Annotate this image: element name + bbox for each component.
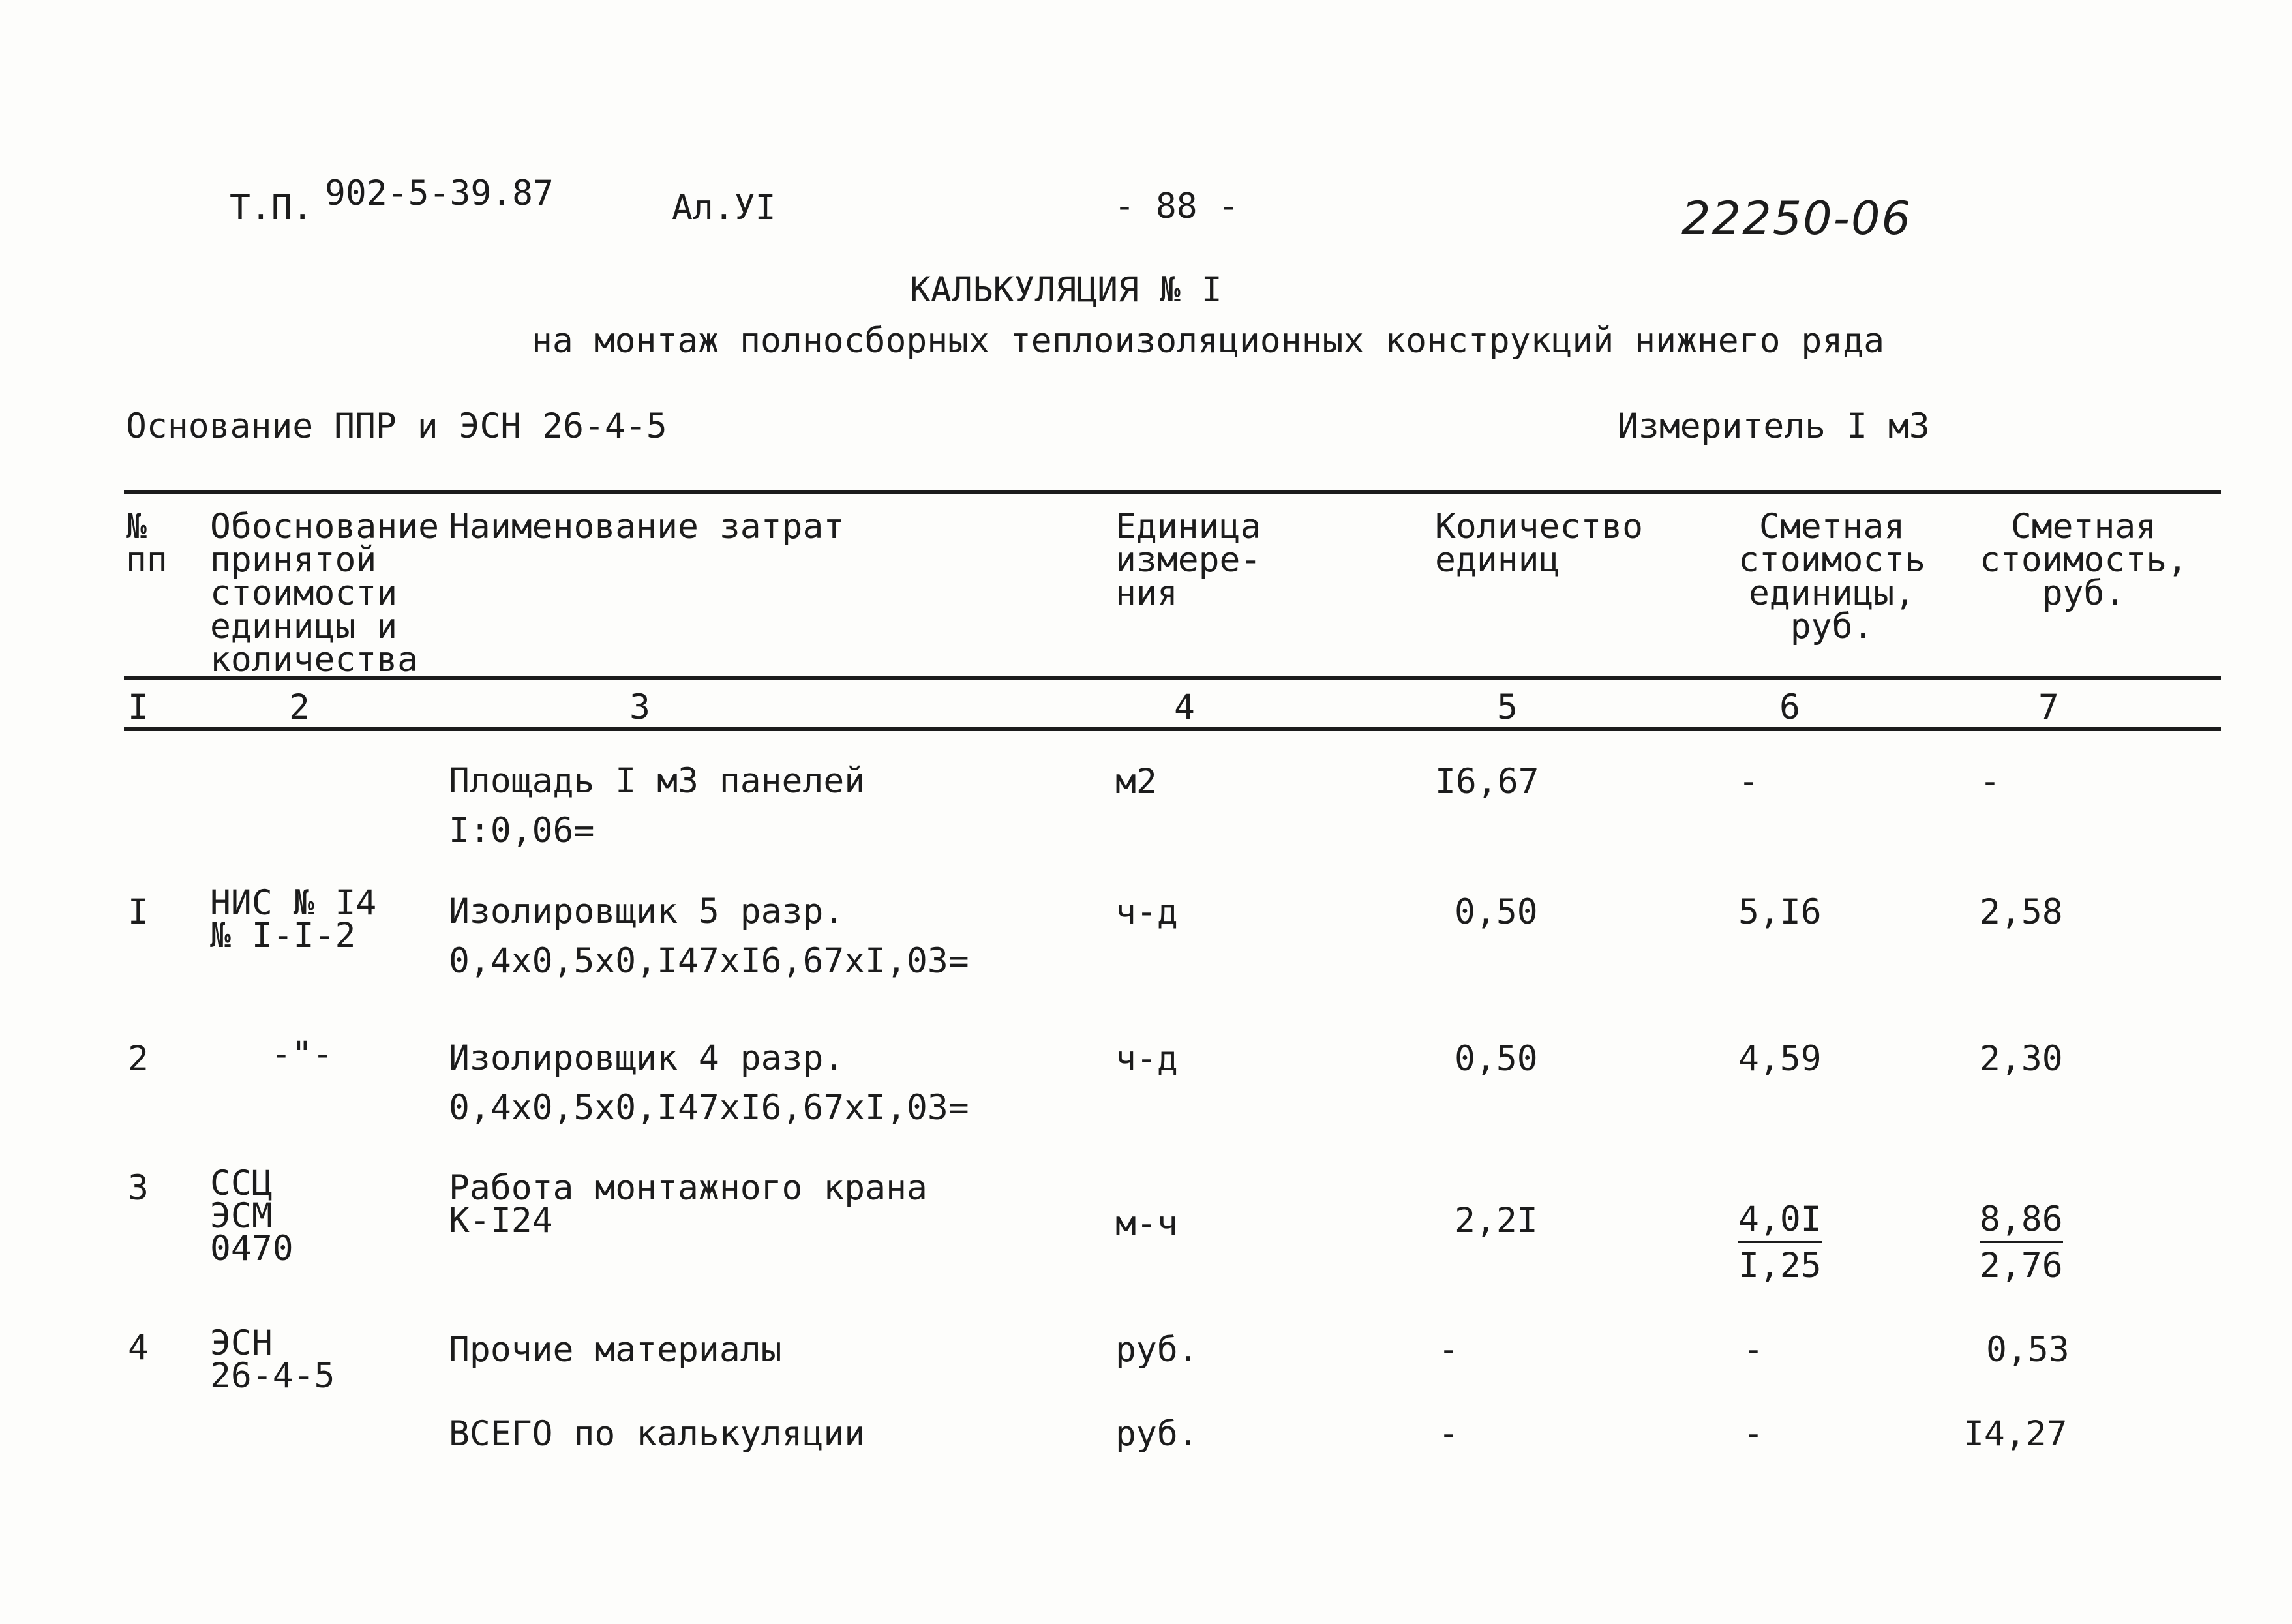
fraction-numerator: 8,86 — [1980, 1202, 2063, 1243]
row-quantity: - — [1438, 1330, 1459, 1370]
header-line: единиц — [1435, 540, 1560, 580]
header-col-2 — [210, 507, 439, 680]
row-quantity: I6,67 — [1435, 762, 1539, 802]
basis-line: НИС № I4 — [210, 883, 377, 923]
calculation-heading: КАЛЬКУЛЯЦИЯ № I — [910, 270, 1222, 310]
name-line: Площадь I м3 панелей — [449, 761, 866, 801]
basis-line: № I-I-2 — [210, 916, 356, 955]
row-unit-cost: - — [1743, 1330, 1764, 1370]
header-line: ния — [1115, 573, 1178, 613]
basis-text: Основание ППР и ЭСН 26-4-5 — [126, 406, 667, 446]
basis-line: 0470 — [210, 1229, 294, 1269]
header-bottom-rule — [124, 676, 2221, 680]
row-unit: руб. — [1115, 1414, 1199, 1454]
row-name: ВСЕГО по калькуляции — [449, 1414, 866, 1454]
column-number: I — [128, 687, 149, 727]
row-name — [449, 757, 865, 856]
row-name — [449, 1168, 927, 1241]
basis-line: ЭСН — [210, 1323, 273, 1363]
header-col-1 — [126, 507, 168, 580]
name-line: 0,4x0,5x0,I47xI6,67xI,03= — [449, 1088, 969, 1128]
fraction-denominator: 2,76 — [1980, 1246, 2063, 1286]
row-name — [449, 887, 969, 986]
fraction-denominator: I,25 — [1738, 1246, 1822, 1286]
header-col-7 — [1980, 507, 2188, 613]
column-number: 6 — [1779, 687, 1800, 727]
tp-number: 902-5-39.87 — [325, 173, 554, 213]
header-col-4 — [1115, 507, 1261, 613]
row-quantity: 2,2I — [1455, 1201, 1538, 1241]
row-unit-cost: 5,I6 — [1738, 892, 1822, 932]
column-number: 7 — [2038, 687, 2059, 727]
header-line: Сметная — [2010, 507, 2157, 547]
header-line: количества — [210, 640, 419, 680]
header-line: измере- — [1115, 540, 1261, 580]
row-quantity: 0,50 — [1455, 892, 1538, 932]
basis-line: ЭСМ — [210, 1196, 273, 1236]
row-basis — [210, 1323, 335, 1396]
row-total: I4,27 — [1963, 1414, 2068, 1454]
header-line: стоимость — [1738, 540, 1926, 580]
name-line: Работа монтажного крана — [449, 1168, 927, 1208]
calculation-subtitle: на монтаж полносборных теплоизоляционных конструкций нижнего ряда — [532, 321, 1885, 361]
column-number: 4 — [1174, 687, 1195, 727]
measurement-unit: Измеритель I м3 — [1618, 406, 1930, 446]
column-number: 5 — [1497, 687, 1518, 727]
row-unit: руб. — [1115, 1330, 1199, 1370]
row-number: 2 — [128, 1039, 149, 1079]
row-unit: ч-д — [1115, 892, 1178, 932]
row-unit: м-ч — [1115, 1204, 1178, 1244]
row-unit-cost-fraction — [1738, 1199, 1822, 1286]
row-total: - — [1980, 762, 2000, 802]
header-line: руб. — [2042, 573, 2126, 613]
basis-line: ССЦ — [210, 1164, 273, 1203]
header-col-3 — [449, 507, 845, 547]
document-code: 22250-06 — [1681, 192, 1912, 245]
row-total: 0,53 — [1986, 1330, 2070, 1370]
tp-label: Т.П. — [230, 188, 313, 228]
header-line: стоимости — [210, 573, 398, 613]
header-line: принятой — [210, 540, 377, 580]
row-total: 2,30 — [1980, 1039, 2063, 1079]
column-number: 2 — [289, 687, 310, 727]
row-quantity: - — [1438, 1414, 1459, 1454]
header-line: пп — [126, 540, 168, 580]
row-basis — [210, 883, 377, 955]
header-line: единицы и — [210, 607, 398, 646]
column-number: 3 — [629, 687, 650, 727]
row-unit-cost: - — [1743, 1414, 1764, 1454]
name-line: Изолировщик 5 разр. — [449, 892, 845, 931]
row-unit-cost: - — [1738, 762, 1759, 802]
header-col-6 — [1738, 507, 1926, 646]
fraction-numerator: 4,0I — [1738, 1202, 1822, 1243]
name-line: I:0,06= — [449, 811, 595, 850]
column-numbers-rule — [124, 727, 2221, 731]
header-line: Обоснование — [210, 507, 439, 547]
row-basis: -"- — [271, 1034, 333, 1074]
row-name: Прочие материалы — [449, 1330, 782, 1370]
header-line: стоимость, — [1980, 540, 2188, 580]
row-number: I — [128, 892, 149, 932]
row-unit: ч-д — [1115, 1039, 1178, 1079]
row-unit: м2 — [1115, 762, 1157, 802]
name-line: К-I24 — [449, 1201, 553, 1241]
header-line: Сметная — [1758, 507, 1905, 547]
album-label: Ал.УI — [672, 188, 776, 228]
row-unit-cost: 4,59 — [1738, 1039, 1822, 1079]
header-line: Количество — [1435, 507, 1644, 547]
name-line: Изолировщик 4 разр. — [449, 1038, 845, 1078]
header-line: единицы, — [1748, 573, 1916, 613]
basis-line: 26-4-5 — [210, 1356, 335, 1396]
header-line: № — [126, 507, 147, 547]
header-line: Наименование затрат — [449, 507, 845, 547]
row-total-fraction — [1980, 1199, 2063, 1286]
table-top-rule — [124, 490, 2221, 494]
row-number: 4 — [128, 1328, 149, 1368]
header-line: руб. — [1790, 607, 1874, 646]
row-name — [449, 1034, 969, 1133]
row-basis — [210, 1164, 294, 1269]
header-col-5 — [1435, 507, 1644, 580]
row-total: 2,58 — [1980, 892, 2063, 932]
page-number: - 88 - — [1114, 187, 1239, 226]
name-line: 0,4x0,5x0,I47xI6,67xI,03= — [449, 941, 969, 981]
row-number: 3 — [128, 1168, 149, 1208]
row-quantity: 0,50 — [1455, 1039, 1538, 1079]
header-line: Единица — [1115, 507, 1261, 547]
